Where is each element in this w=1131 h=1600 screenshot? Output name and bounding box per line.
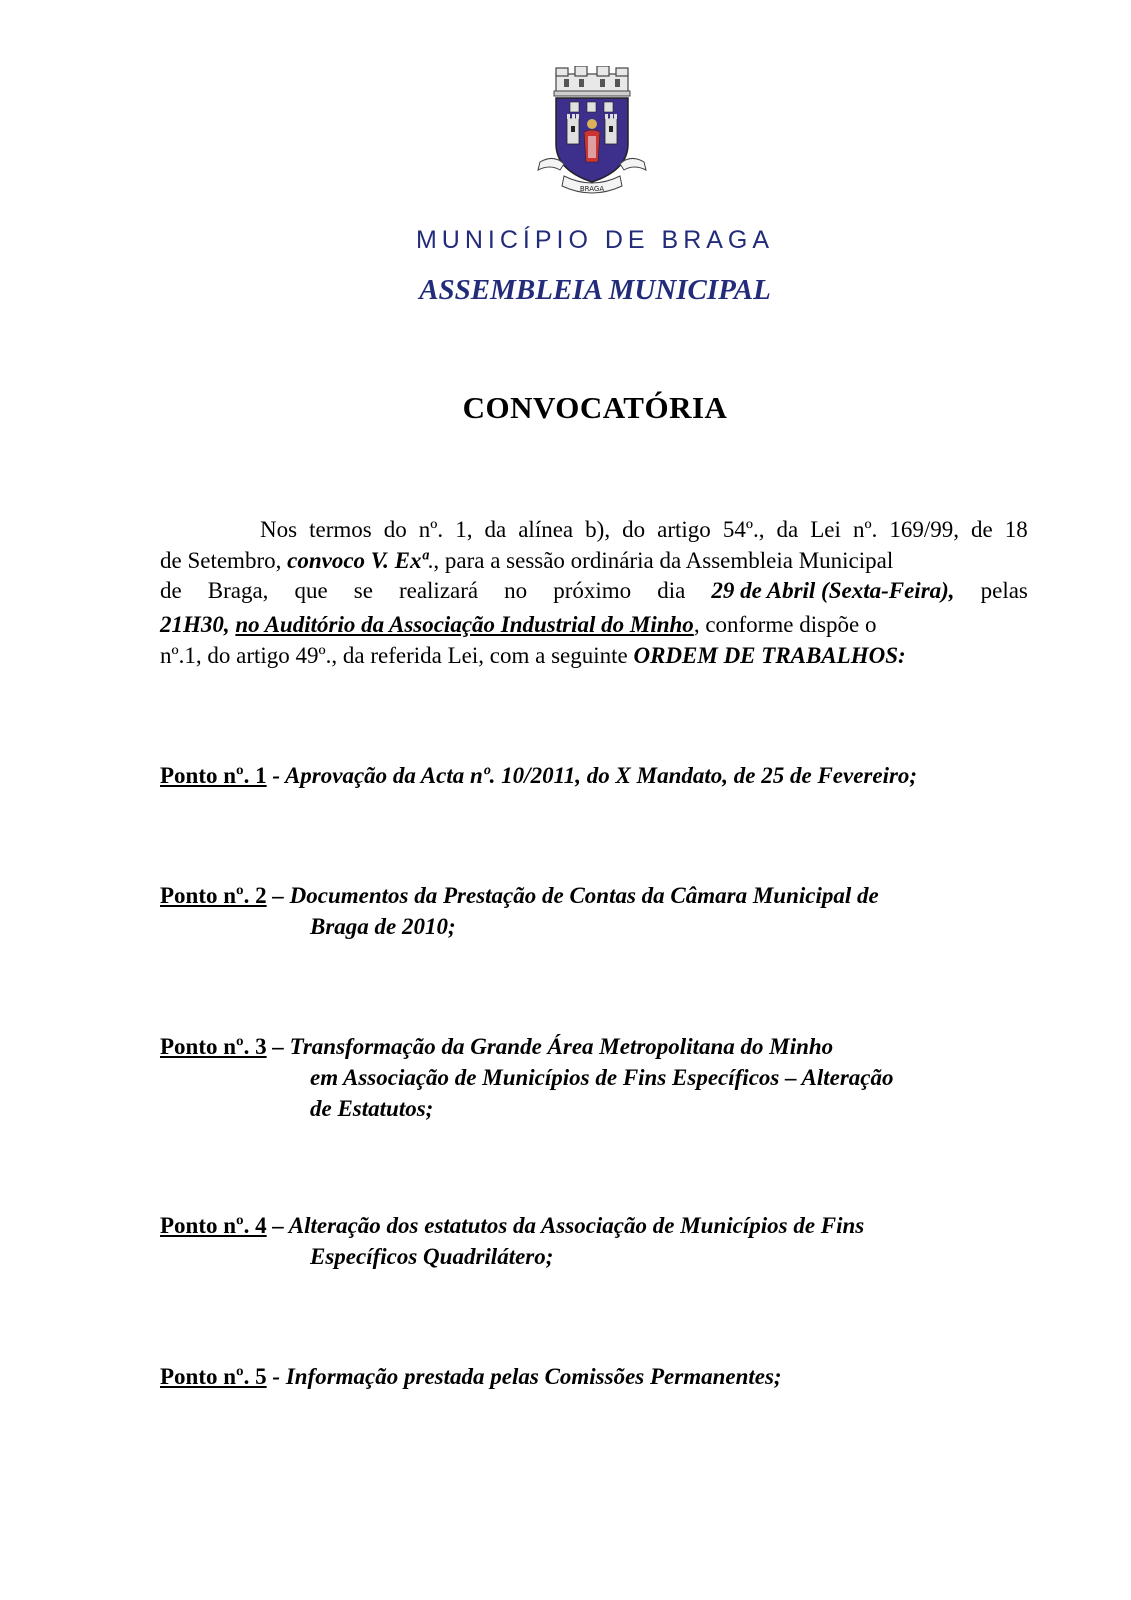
word: de xyxy=(971,517,993,542)
word: b), xyxy=(585,517,611,542)
agenda-heading: ORDEM DE TRABALHOS: xyxy=(633,643,906,668)
assembly-name: ASSEMBLEIA MUNICIPAL xyxy=(419,274,771,306)
word: de xyxy=(160,578,182,603)
word: que xyxy=(294,578,328,603)
word: 169/99, xyxy=(889,517,959,542)
document-title: CONVOCATÓRIA xyxy=(462,390,728,425)
word: 18 xyxy=(1004,517,1028,542)
agenda-item-4: Ponto nº. 4 – Alteração dos estatutos da Associação de Municípios de Fins Específicos Quadrilátero; xyxy=(160,1213,865,1269)
coat-of-arms-icon xyxy=(534,66,650,196)
session-date: 29 de Abril (Sexta-Feira), xyxy=(711,578,955,603)
word: Braga, xyxy=(207,578,269,603)
word: Lei xyxy=(810,517,841,542)
word: pelas xyxy=(980,578,1028,603)
paragraph-line-5: nº.1, do artigo 49º., da referida Lei, com a seguinte ORDEM DE TRABALHOS: xyxy=(160,643,906,668)
agenda-item-2: Ponto nº. 2 – Documentos da Prestação de Contas da Câmara Municipal de Braga de 2010; xyxy=(160,883,879,939)
word: Nos xyxy=(260,517,298,542)
word: no xyxy=(504,578,528,603)
word: próximo xyxy=(553,578,632,603)
word: do xyxy=(622,517,646,542)
word: dia xyxy=(657,578,686,603)
agenda-item-5: Ponto nº. 5 - Informação prestada pelas Comissões Permanentes; xyxy=(160,1364,782,1389)
session-time: 21H30, xyxy=(160,612,236,637)
word: 1, xyxy=(455,517,473,542)
session-venue: no Auditório da Associação Industrial do Minho xyxy=(235,612,694,637)
agenda-item-3: Ponto nº. 3 – Transformação da Grande Área Metropolitana do Minho em Associação de Municípios de Fins Específicos – Alteração de Estatutos; xyxy=(160,1034,894,1121)
word: alínea xyxy=(518,517,574,542)
municipality-name: MUNICÍPIO DE BRAGA xyxy=(415,226,775,254)
word: nº. xyxy=(852,517,878,542)
word: realizará xyxy=(398,578,479,603)
word: do xyxy=(383,517,407,542)
paragraph-line-3 xyxy=(160,577,1028,605)
crest-label: BRAGA xyxy=(579,185,605,193)
word: artigo xyxy=(657,517,711,542)
word: nº. xyxy=(418,517,444,542)
paragraph-line-4: 21H30, no Auditório da Associação Industrial do Minho, conforme dispõe o xyxy=(160,612,877,637)
word: da xyxy=(776,517,799,542)
word: da xyxy=(484,517,507,542)
word: se xyxy=(353,578,373,603)
convoco-emphasis: convoco V. Exª xyxy=(287,548,428,573)
paragraph-line-2: de Setembro, convoco V. Exª., para a sessão ordinária da Assembleia Municipal xyxy=(160,548,894,573)
word: 54º., xyxy=(722,517,765,542)
paragraph-line-1 xyxy=(160,516,1028,544)
word: termos xyxy=(309,517,372,542)
agenda-item-1: Ponto nº. 1 - Aprovação da Acta nº. 10/2011, do X Mandato, de 25 de Fevereiro; xyxy=(160,763,918,788)
